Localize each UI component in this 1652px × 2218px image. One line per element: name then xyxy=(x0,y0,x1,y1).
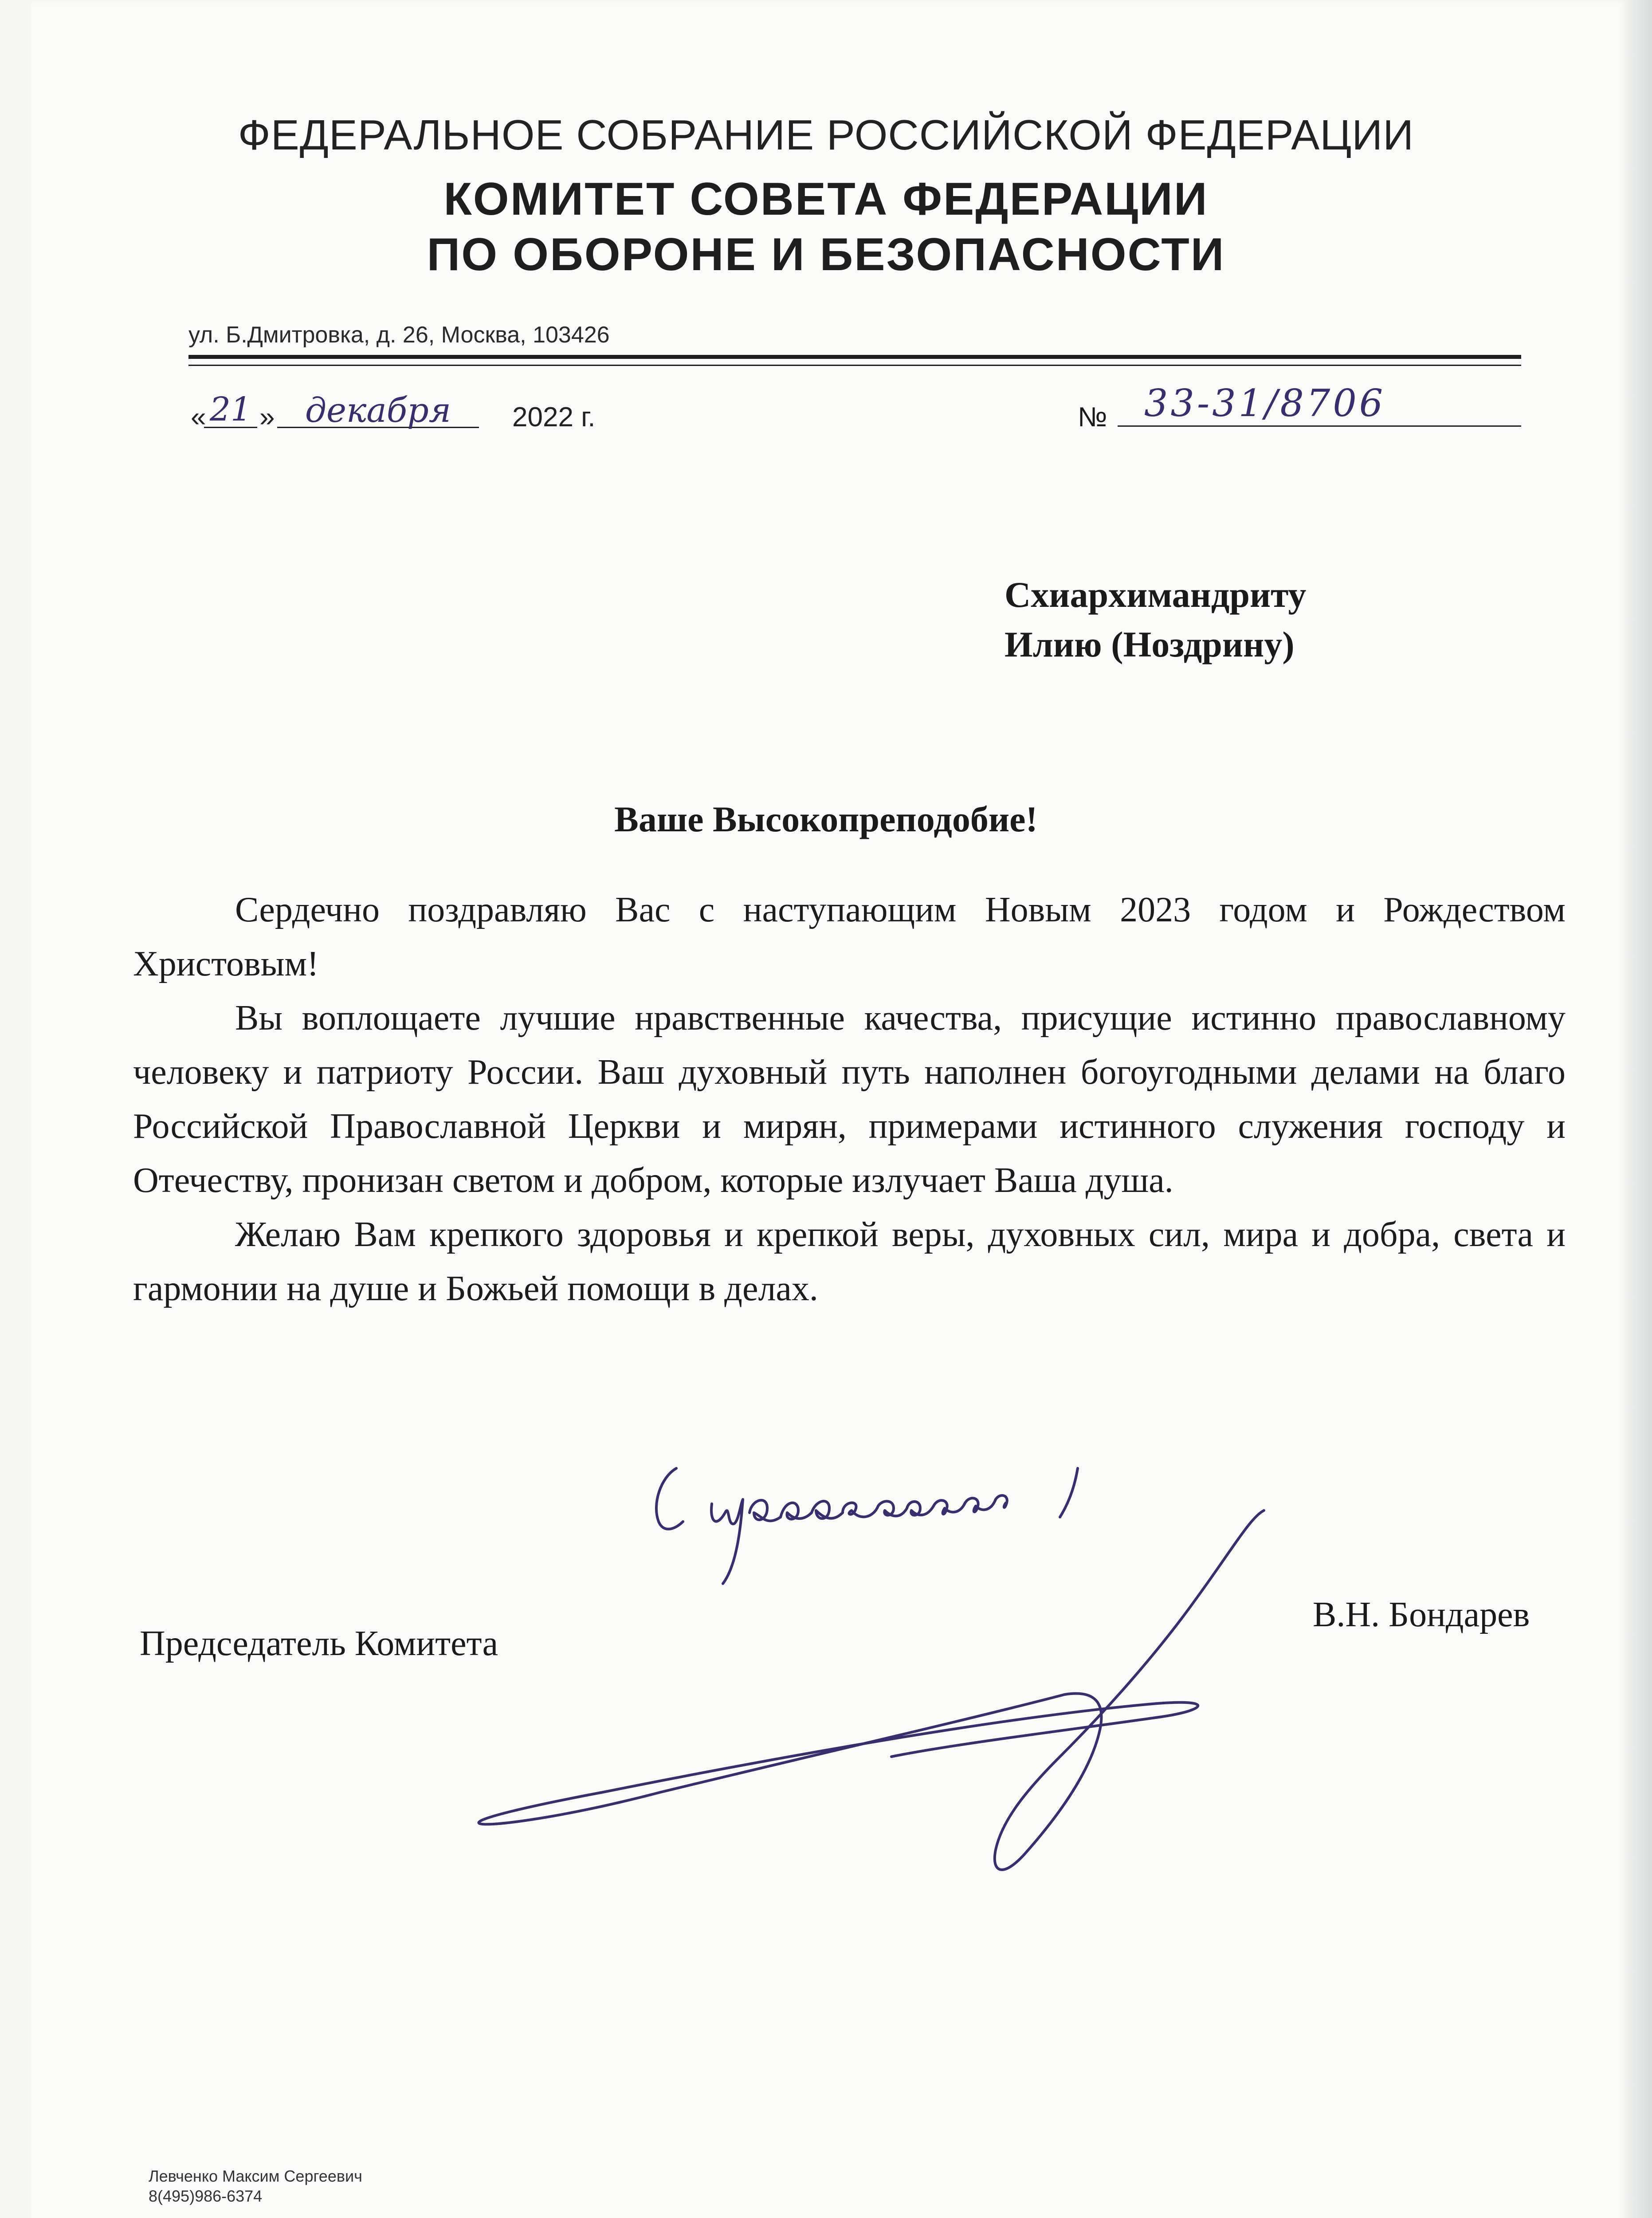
number-sign: № xyxy=(1078,402,1107,433)
date-year: 2022 г. xyxy=(512,402,596,433)
letter-body xyxy=(133,883,1566,1316)
salutation: Ваше Высокопреподобие! xyxy=(614,799,1038,839)
page-edge xyxy=(1628,0,1652,2218)
document-number-line xyxy=(1078,381,1521,435)
recipient-name: Илию (Ноздрину) xyxy=(1005,624,1295,665)
letterhead-rule-thin xyxy=(188,365,1521,366)
date-quote-open: « xyxy=(191,402,206,433)
recipient-block xyxy=(1005,570,1306,669)
paragraph-praise: Вы воплощаете лучшие нравственные качества, присущие истинно православному человеку и патриоту России. Ваш духовный путь наполнен богоугодными делами на благо Российской Православной Церкви и мирян, примерами истинного служения господу и Отечеству, пронизан светом и добром, которые излучает Ваша душа. xyxy=(133,999,1566,1200)
signer-name: В.Н. Бондарев xyxy=(1313,1595,1530,1634)
date-quote-close: » xyxy=(259,402,275,433)
signature-flourish xyxy=(470,1508,1295,1899)
letterhead-committee-subtitle: ПО ОБОРОНЕ И БЕЗОПАСНОСТИ xyxy=(427,229,1225,280)
paragraph-greeting: Сердечно поздравляю Вас с наступающим Новым 2023 годом и Рождеством Христовым! xyxy=(133,890,1566,983)
date-month: декабря xyxy=(277,390,479,428)
signer-position: Председатель Комитета xyxy=(140,1624,498,1663)
paragraph-wishes: Желаю Вам крепкого здоровья и крепкой веры, духовных сил, мира и добра, света и гармонии на душе и Божьей помощи в делах. xyxy=(133,1215,1566,1308)
executor-name: Левченко Максим Сергеевич xyxy=(149,2167,362,2185)
recipient-title: Схиархимандриту xyxy=(1005,574,1307,615)
letterhead-federal-assembly: ФЕДЕРАЛЬНОЕ СОБРАНИЕ РОССИЙСКОЙ ФЕДЕРАЦИИ xyxy=(238,111,1414,159)
letterhead-committee: КОМИТЕТ СОВЕТА ФЕДЕРАЦИИ xyxy=(443,173,1209,225)
letterhead-address: ул. Б.Дмитровка, д. 26, Москва, 103426 xyxy=(188,322,610,348)
date-line xyxy=(191,390,634,439)
date-day: 21 xyxy=(204,390,257,428)
executor-phone: 8(495)986-6374 xyxy=(149,2187,263,2205)
document-number: 33-31/8706 xyxy=(1118,381,1521,427)
letterhead-rule-thick xyxy=(188,355,1521,359)
